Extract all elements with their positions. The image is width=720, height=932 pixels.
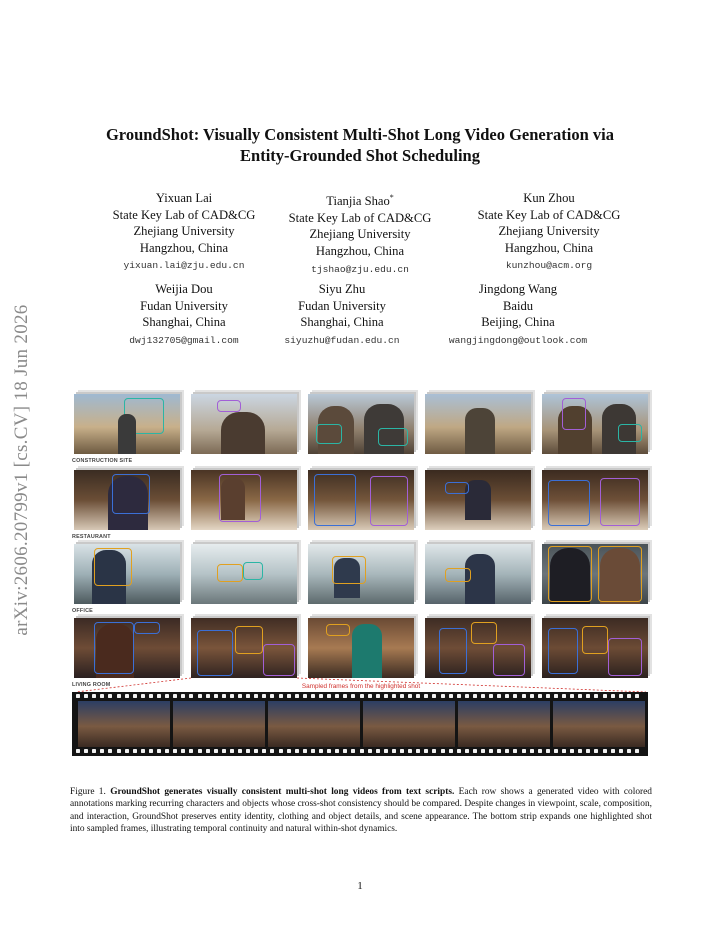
sprocket-hole	[335, 694, 339, 698]
sprocket-hole	[214, 694, 218, 698]
sampled-frame	[78, 701, 170, 747]
sprocket-hole	[635, 694, 639, 698]
sprocket-hole	[254, 749, 258, 753]
sprocket-hole	[125, 749, 129, 753]
author-affiliation: Zhejiang University	[133, 224, 235, 239]
sprocket-hole	[279, 749, 283, 753]
sprocket-hole	[505, 694, 509, 698]
sprocket-hole	[189, 749, 193, 753]
sprocket-hole	[627, 749, 631, 753]
author-name: Siyu Zhu	[318, 282, 366, 296]
sprocket-hole	[351, 749, 355, 753]
highlight-callout-lines	[70, 388, 652, 698]
sprocket-hole	[384, 749, 388, 753]
author-block	[423, 281, 613, 347]
sprocket-hole	[594, 694, 598, 698]
sprocket-hole	[392, 749, 396, 753]
sprocket-hole	[335, 749, 339, 753]
sprocket-hole	[368, 749, 372, 753]
sprocket-hole	[100, 694, 104, 698]
sprocket-hole	[117, 749, 121, 753]
sprocket-hole	[76, 749, 80, 753]
sprocket-hole	[157, 749, 161, 753]
sprocket-hole	[287, 749, 291, 753]
sprocket-hole	[522, 749, 526, 753]
sprocket-hole	[246, 694, 250, 698]
sprocket-hole	[578, 694, 582, 698]
author-affiliation: Zhejiang University	[309, 227, 411, 242]
author-affiliation: Fudan University	[298, 298, 386, 313]
sprocket-hole	[449, 749, 453, 753]
sprocket-hole	[222, 694, 226, 698]
sprocket-hole	[441, 694, 445, 698]
sprocket-hole	[206, 694, 210, 698]
sprocket-hole	[149, 694, 153, 698]
sprocket-hole	[173, 694, 177, 698]
sprocket-hole	[586, 694, 590, 698]
sprocket-hole	[619, 694, 623, 698]
sprocket-hole	[376, 694, 380, 698]
sampled-frame	[268, 701, 360, 747]
sprocket-hole	[424, 749, 428, 753]
paper-title	[60, 124, 660, 166]
sprocket-hole	[189, 694, 193, 698]
sprocket-hole	[84, 749, 88, 753]
sprocket-hole	[125, 694, 129, 698]
sprocket-hole	[441, 749, 445, 753]
sprocket-hole	[635, 749, 639, 753]
author-affiliation: State Key Lab of CAD&CG	[288, 210, 432, 225]
sprocket-hole	[432, 749, 436, 753]
author-affiliation: Shanghai, China	[300, 315, 384, 330]
sprocket-hole	[141, 694, 145, 698]
sampled-frame	[458, 701, 550, 747]
sprocket-hole	[603, 749, 607, 753]
caption-bold: GroundShot generates visually consistent multi-shot long videos from text scripts.	[110, 787, 455, 797]
corresponding-mark: *	[389, 193, 394, 202]
author-block	[454, 190, 644, 272]
sprocket-hole	[173, 749, 177, 753]
sprocket-hole	[416, 694, 420, 698]
sprocket-hole	[246, 749, 250, 753]
figure-caption	[70, 786, 652, 835]
author-name: Jingdong Wang	[478, 282, 558, 296]
sprocket-hole	[319, 749, 323, 753]
sprocket-hole	[303, 694, 307, 698]
author-email[interactable]: wangjingdong@outlook.com	[448, 334, 588, 346]
sprocket-hole	[181, 694, 185, 698]
sprocket-hole	[360, 749, 364, 753]
sprocket-hole	[424, 694, 428, 698]
sprocket-hole	[530, 749, 534, 753]
sprocket-hole	[400, 694, 404, 698]
sprocket-hole	[254, 694, 258, 698]
sprocket-hole	[279, 694, 283, 698]
sprocket-hole	[133, 749, 137, 753]
sprocket-hole	[538, 694, 542, 698]
sprocket-hole	[546, 694, 550, 698]
sprocket-hole	[457, 749, 461, 753]
page-number: 1	[357, 880, 363, 892]
sprocket-hole	[311, 749, 315, 753]
sprocket-hole	[270, 694, 274, 698]
sprocket-hole	[408, 749, 412, 753]
sprocket-hole	[586, 749, 590, 753]
sprocket-hole	[457, 694, 461, 698]
row-label: LIVING ROOM	[72, 682, 111, 688]
sprocket-hole	[141, 749, 145, 753]
sprocket-hole	[311, 694, 315, 698]
author-block	[265, 190, 455, 276]
sprocket-holes-top	[76, 694, 644, 699]
sprocket-hole	[489, 749, 493, 753]
row-label: OFFICE	[72, 608, 93, 614]
author-affiliation: Baidu	[502, 298, 534, 313]
sprocket-hole	[165, 749, 169, 753]
sprocket-hole	[230, 694, 234, 698]
sprocket-hole	[473, 749, 477, 753]
author-affiliation: Beijing, China	[481, 315, 555, 330]
row-label: RESTAURANT	[72, 534, 111, 540]
sprocket-hole	[238, 694, 242, 698]
sprocket-hole	[481, 694, 485, 698]
author-name: Kun Zhou	[523, 191, 575, 205]
sprocket-hole	[100, 749, 104, 753]
sprocket-hole	[400, 749, 404, 753]
sprocket-hole	[538, 749, 542, 753]
author-email[interactable]: yixuan.lai@zju.edu.cn	[123, 260, 245, 272]
sprocket-hole	[287, 694, 291, 698]
sampled-frame	[553, 701, 645, 747]
title-line-1: GroundShot: Visually Consistent Multi-Shot Long Video Generation via	[105, 125, 615, 144]
sprocket-hole	[505, 749, 509, 753]
author-affiliation: Hangzhou, China	[504, 240, 594, 255]
sprocket-hole	[198, 694, 202, 698]
teaser-figure	[70, 388, 652, 773]
sprocket-hole	[570, 694, 574, 698]
sprocket-hole	[262, 749, 266, 753]
author-affiliation: State Key Lab of CAD&CG	[477, 207, 621, 222]
sprocket-hole	[497, 694, 501, 698]
sprocket-hole	[449, 694, 453, 698]
sprocket-hole	[92, 694, 96, 698]
sprocket-hole	[295, 694, 299, 698]
sprocket-hole	[578, 749, 582, 753]
sprocket-hole	[262, 694, 266, 698]
sprocket-hole	[149, 749, 153, 753]
sprocket-hole	[546, 749, 550, 753]
sprocket-hole	[230, 749, 234, 753]
sprocket-hole	[181, 749, 185, 753]
author-email[interactable]: kunzhou@acm.org	[505, 260, 593, 272]
sprocket-hole	[206, 749, 210, 753]
sprocket-hole	[108, 749, 112, 753]
sprocket-hole	[303, 749, 307, 753]
sprocket-hole	[222, 749, 226, 753]
sprocket-hole	[489, 694, 493, 698]
sprocket-hole	[465, 694, 469, 698]
sampled-frame	[173, 701, 265, 747]
sprocket-hole	[432, 694, 436, 698]
author-affiliation: Zhejiang University	[498, 224, 600, 239]
row-label: CONSTRUCTION SITE	[72, 458, 133, 464]
caption-lead: Figure 1.	[70, 787, 111, 797]
sampled-frames-caption: Sampled frames from the highlighted shot	[301, 683, 421, 690]
author-email[interactable]: siyuzhu@fudan.edu.cn	[284, 334, 400, 346]
author-affiliation: Fudan University	[140, 298, 228, 313]
author-block	[89, 190, 279, 272]
author-affiliation: Shanghai, China	[142, 315, 226, 330]
sprocket-hole	[360, 694, 364, 698]
sprocket-hole	[570, 749, 574, 753]
sprocket-hole	[368, 694, 372, 698]
author-name: Tianjia Shao*	[326, 193, 394, 209]
author-affiliation: State Key Lab of CAD&CG	[112, 207, 256, 222]
sampled-frame	[363, 701, 455, 747]
sprocket-hole	[619, 749, 623, 753]
sprocket-hole	[627, 694, 631, 698]
sprocket-hole	[327, 694, 331, 698]
sprocket-hole	[376, 749, 380, 753]
sprocket-hole	[327, 749, 331, 753]
sprocket-hole	[554, 749, 558, 753]
sprocket-hole	[270, 749, 274, 753]
sprocket-hole	[157, 694, 161, 698]
sprocket-hole	[384, 694, 388, 698]
caption-body: Each row shows a generated video with colored annotations marking recurring characters and objects whose cross-shot consistency should be compared. Despite changes in viewpoint, scale, composition, and interaction, GroundShot preserves entity identity, clothing and object details, and scene appearance. The bottom strip expands one highlighted shot into sampled frames, illustrating temporal continuity and natural within-shot dynamics.	[70, 787, 652, 834]
sprocket-hole	[481, 749, 485, 753]
sprocket-hole	[133, 694, 137, 698]
sprocket-hole	[562, 749, 566, 753]
sprocket-hole	[497, 749, 501, 753]
sprocket-hole	[392, 694, 396, 698]
sprocket-hole	[554, 694, 558, 698]
author-block	[247, 281, 437, 347]
filmstrip	[72, 692, 648, 756]
sprocket-hole	[351, 694, 355, 698]
sprocket-hole	[530, 694, 534, 698]
sprocket-hole	[165, 694, 169, 698]
sprocket-hole	[84, 694, 88, 698]
sprocket-hole	[76, 694, 80, 698]
sprocket-hole	[117, 694, 121, 698]
sprocket-hole	[108, 694, 112, 698]
sprocket-hole	[416, 749, 420, 753]
sprocket-hole	[473, 694, 477, 698]
sprocket-hole	[319, 694, 323, 698]
author-email[interactable]: tjshao@zju.edu.cn	[311, 263, 409, 275]
sprocket-hole	[198, 749, 202, 753]
author-name: Yixuan Lai	[155, 191, 213, 205]
sprocket-hole	[594, 749, 598, 753]
sprocket-hole	[522, 694, 526, 698]
sprocket-hole	[214, 749, 218, 753]
sprocket-hole	[513, 749, 517, 753]
sprocket-hole	[465, 749, 469, 753]
sprocket-hole	[611, 749, 615, 753]
sprocket-hole	[611, 694, 615, 698]
title-line-2: Entity-Grounded Shot Scheduling	[240, 146, 480, 165]
arxiv-stamp: arXiv:2606.20799v1 [cs.CV] 18 Jun 2026	[11, 304, 32, 636]
author-affiliation: Hangzhou, China	[139, 240, 229, 255]
sprocket-hole	[408, 694, 412, 698]
author-email[interactable]: dwj132705@gmail.com	[129, 334, 239, 346]
sprocket-hole	[603, 694, 607, 698]
sprocket-hole	[513, 694, 517, 698]
sprocket-holes-bottom	[76, 749, 644, 754]
author-name: Weijia Dou	[155, 282, 213, 296]
sprocket-hole	[343, 694, 347, 698]
sprocket-hole	[562, 694, 566, 698]
author-affiliation: Hangzhou, China	[315, 243, 405, 258]
sprocket-hole	[295, 749, 299, 753]
sprocket-hole	[238, 749, 242, 753]
sprocket-hole	[343, 749, 347, 753]
sprocket-hole	[92, 749, 96, 753]
